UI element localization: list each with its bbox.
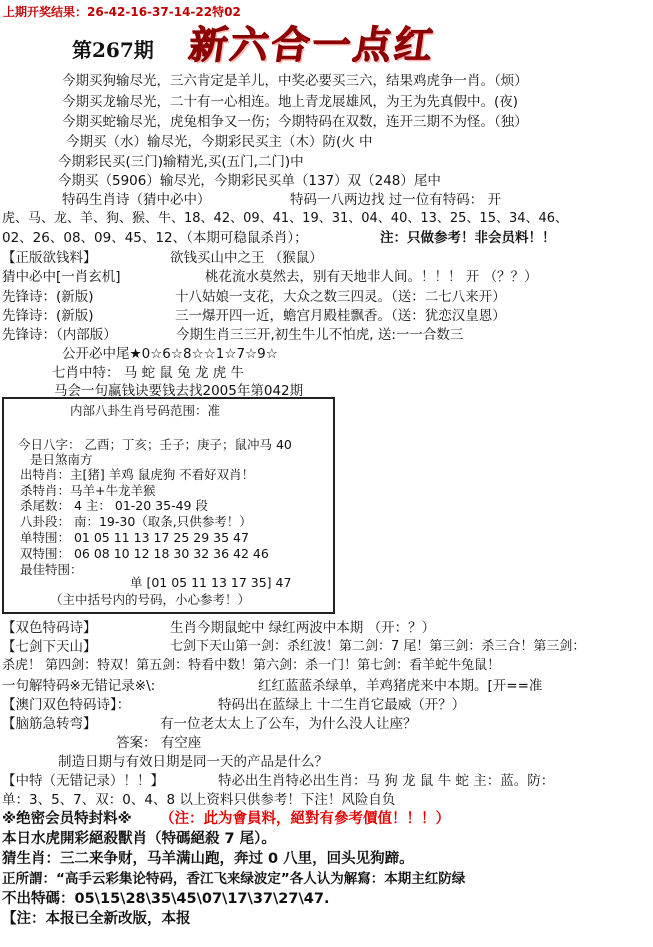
text-line: 特码生肖诗（猜中必中）	[62, 192, 211, 208]
text-line: 今期生肖三三开,初生牛儿不怕虎, 送:一一合数三	[176, 327, 464, 343]
text-line: 先锋诗：(新版)	[2, 289, 94, 305]
text-line: ※绝密会员特封料※	[2, 811, 132, 827]
bagua-line: 双特围： 06 08 10 12 18 30 32 36 42 46	[20, 546, 269, 561]
text-line: 有一位老太太上了公车，为什么没人让座？	[160, 716, 417, 732]
text-line: 【澳门双色特码诗】：	[2, 697, 131, 713]
text-line: 正所謂：“高手云彩集论特码，香江飞来绿波定”各人认为解寫：本期主红防绿	[2, 871, 466, 887]
bagua-line: 杀尾数： 4 主： 01-20 35-49 段	[20, 498, 208, 513]
issue-number: 第267期	[72, 38, 154, 62]
text-line: 【七剑下天山】	[2, 639, 97, 655]
text-line: 特码一八两边找 过一位有特码： 开	[290, 192, 502, 208]
bagua-line: 杀特肖：马羊+牛龙羊猴	[20, 483, 156, 498]
previous-result: 上期开奖结果：26-42-16-37-14-22特02	[3, 5, 241, 19]
text-line: 马会一句赢钱诀要钱去找2005年第042期	[54, 383, 304, 399]
text-line: 02、26、08、09、45、12、（本期可稳鼠杀肖）；	[2, 230, 308, 246]
bagua-line: （主中括号内的号码，小心参考！）	[50, 592, 251, 607]
bagua-line: 内部八卦生肖号码范围：准	[70, 403, 221, 418]
text-line: 先锋诗：(新版)	[2, 308, 94, 324]
text-line: 猜中必中[一肖玄机]	[2, 269, 121, 285]
text-line: 答案： 有空座	[116, 735, 202, 751]
bagua-line: 今日八字： 乙酉；丁亥；壬子；庚子；鼠冲马 40	[18, 437, 292, 452]
text-line: 今期买蛇输尽光，虎兔相争又一伤；今期特码在双数，连开三期不为怪。（独）	[62, 114, 528, 130]
text-line: 今期买（水）输尽光，今期彩民买主（木）防(火 中	[66, 134, 373, 150]
text-line: 今期买（5906）输尽光，今期彩民买单（137）双（248）尾中	[58, 173, 441, 189]
bagua-line: 最佳特围：	[20, 562, 83, 577]
text-line: 特码出在蓝绿上 十二生肖它最威（开？）	[218, 697, 466, 713]
text-line: 生肖今期鼠蛇中 绿红两波中本期 （开：？）	[170, 620, 436, 636]
text-line: 【双色特码诗】	[2, 620, 97, 636]
text-line: 先锋诗：（内部版）	[2, 327, 117, 343]
text-line: 【脑筋急转弯】	[2, 716, 97, 732]
text-line: 欲钱买山中之王 （猴鼠）	[170, 250, 323, 266]
text-line: 猜生肖：三二来争财，马羊满山跑，奔过 0 八里，回头见狗蹄。	[2, 851, 414, 867]
text-line: 一句解特码※无错记录※\:	[2, 678, 156, 694]
text-line: 七剑下天山第一剑：杀红波！第二剑：7 尾！第三剑：杀三合！第三剑：	[170, 639, 586, 654]
text-line: 【中特（无错记录）！！】	[2, 773, 164, 789]
text-line: 三一爆开四一近，蟾宫月殿桂飘香。（送：犹恋汉皇恩）	[175, 308, 506, 324]
text-line: 红红蓝蓝杀绿单，羊鸡猪虎来中本期。[开==准	[258, 678, 543, 694]
bagua-line: 是日煞南方	[30, 452, 93, 467]
bagua-line: 出特肖：主[猪] 羊鸡 鼠虎狗 不看好双肖！	[20, 467, 255, 482]
text-line: 今期彩民买(三门)输精光,买(五门,二门)中	[58, 154, 304, 170]
text-line: 十八姑娘一支花，大众之数三四灵。（送：二七八来开）	[175, 289, 506, 305]
text-line: 今期买狗输尽光，三六肯定是羊儿，中奖必要买三六，结果鸡虎争一肖。（烦）	[62, 73, 528, 89]
bagua-line: 单 [01 05 11 13 17 35] 47	[130, 575, 292, 590]
text-line: 单：3、5、7、双：0、4、8 以上资料只供参考！下注！风险自负	[2, 792, 396, 808]
text-line: 【正版欲钱料】	[2, 250, 97, 266]
text-line: （注：此为會員料，絕對有參考價值！！！）	[160, 811, 450, 827]
text-line: 注：只做参考！非会员料！！	[380, 230, 556, 246]
text-line: 杀虎！ 第四剑：特双！第五剑：特看中数！第六剑：杀一门！第七剑：看羊蛇牛兔鼠！	[2, 658, 501, 673]
text-line: 特必出生肖特必出生肖：马 狗 龙 鼠 牛 蛇 主：蓝。防：	[218, 773, 555, 789]
text-line: 制造日期与有效日期是同一天的产品是什么？	[58, 754, 328, 770]
brand-logo: 新六合一点红	[186, 22, 439, 67]
text-line: 本日水虎開彩絕殺獸肖（特碼絕殺 7 尾）。	[2, 831, 276, 847]
text-line: 桃花流水莫然去，别有天地非人间。！！！ 开 （？？）	[205, 269, 538, 285]
text-line: 今期买龙输尽光，二十有一心相连。地上青龙展雄风，为王为先真假中。(夜)	[62, 94, 519, 110]
text-line: 【注：本报已全新改版，本报	[2, 911, 191, 927]
bagua-line: 单特围： 01 05 11 13 17 25 29 35 47	[20, 530, 249, 545]
text-line: 公开必中尾★0☆6☆8☆☆1☆7☆9☆	[62, 346, 278, 362]
text-line: 不出特碼：05\15\28\35\45\07\17\37\27\47.	[2, 891, 330, 907]
text-line: 七肖中特： 马 蛇 鼠 兔 龙 虎 牛	[52, 365, 245, 381]
bagua-line: 八卦段： 南：19-30（取条,只供参考！）	[20, 514, 252, 529]
text-line: 虎、马、龙、羊、狗、猴、牛、18、42、09、41、19、31、04、40、13、25、15、34、46、	[2, 211, 569, 226]
